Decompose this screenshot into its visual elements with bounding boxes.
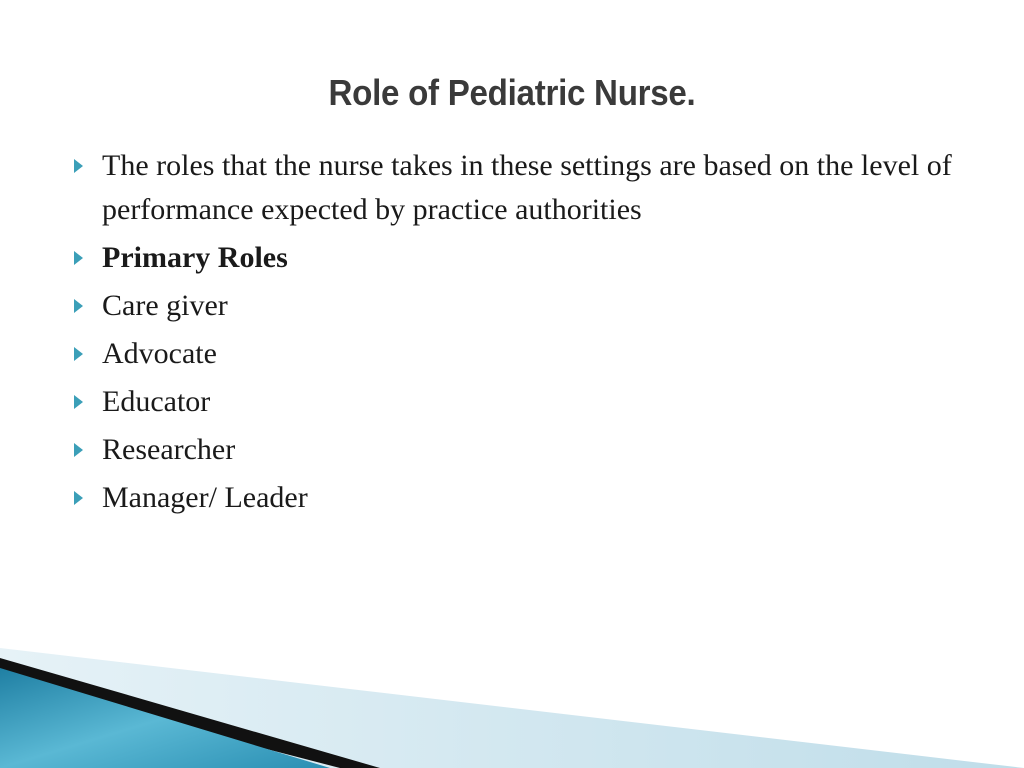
triangle-right-icon [74,395,83,409]
triangle-right-icon [74,251,83,265]
bullet-text: Primary Roles [102,241,288,274]
bullet-list [74,144,974,524]
triangle-right-icon [74,347,83,361]
bullet-item [74,284,974,328]
bullet-text: Manager/ Leader [102,481,308,514]
triangle-right-icon [74,491,83,505]
bullet-item [74,428,974,472]
bullet-item [74,476,974,520]
footer-decoration [0,640,1024,768]
bullet-text: Educator [102,385,211,418]
slide-title: Role of Pediatric Nurse. [328,72,696,113]
triangle-right-icon [74,159,83,173]
bullet-item [74,380,974,424]
bullet-text: Care giver [102,289,228,322]
bullet-item [74,332,974,376]
bullet-text: Researcher [102,433,236,466]
triangle-right-icon [74,443,83,457]
bullet-item [74,144,974,232]
bullet-text: The roles that the nurse takes in these settings are based on the level of performance expected by practice authorities [102,149,952,226]
bullet-text: Advocate [102,337,217,370]
triangle-right-icon [74,299,83,313]
bullet-item [74,236,974,280]
